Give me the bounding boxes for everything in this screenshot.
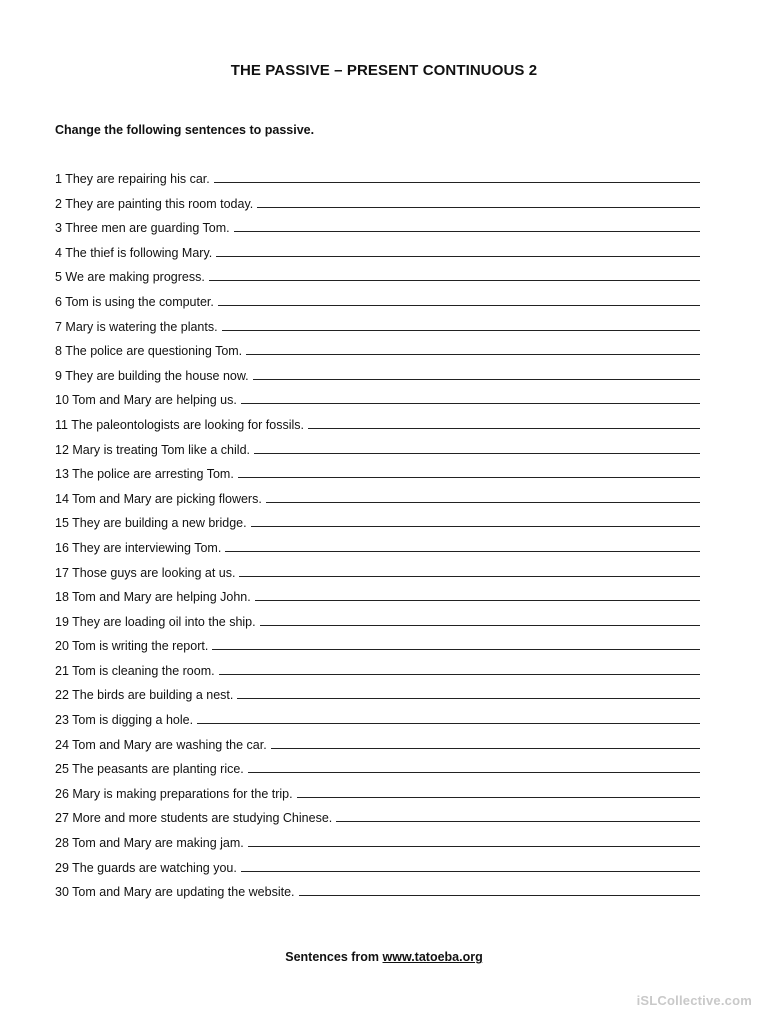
- sentence-item: [55, 738, 705, 763]
- sentence-item: [55, 270, 705, 295]
- answer-blank[interactable]: [238, 467, 700, 478]
- answer-blank[interactable]: [216, 246, 700, 257]
- answer-blank[interactable]: [248, 762, 700, 773]
- sentence-item: [55, 172, 705, 197]
- sentence-text: 6 Tom is using the computer.: [55, 294, 214, 309]
- sentence-text: 16 They are interviewing Tom.: [55, 540, 222, 555]
- answer-blank[interactable]: [266, 492, 700, 503]
- sentence-item: [55, 320, 705, 345]
- answer-blank[interactable]: [225, 541, 700, 552]
- sentence-item: [55, 467, 705, 492]
- sentence-text: 19 They are loading oil into the ship.: [55, 614, 256, 629]
- sentence-item: [55, 664, 705, 689]
- sentence-text: 11 The paleontologists are looking for fossils.: [55, 417, 304, 432]
- answer-blank[interactable]: [241, 861, 700, 872]
- sentence-text: 24 Tom and Mary are washing the car.: [55, 737, 267, 752]
- sentence-item: [55, 811, 705, 836]
- sentence-text: 28 Tom and Mary are making jam.: [55, 836, 244, 851]
- sentence-text: 17 Those guys are looking at us.: [55, 565, 236, 580]
- sentence-item: [55, 861, 705, 886]
- answer-blank[interactable]: [209, 270, 700, 281]
- sentence-text: 29 The guards are watching you.: [55, 860, 237, 875]
- sentence-item: [55, 836, 705, 861]
- instruction-text: Change the following sentences to passive.: [55, 123, 315, 137]
- sentence-text: 15 They are building a new bridge.: [55, 516, 247, 531]
- sentence-text: 10 Tom and Mary are helping us.: [55, 393, 237, 408]
- answer-blank[interactable]: [197, 713, 700, 724]
- answer-blank[interactable]: [218, 295, 700, 306]
- sentence-text: 18 Tom and Mary are helping John.: [55, 590, 251, 605]
- answer-blank[interactable]: [212, 639, 700, 650]
- sentence-text: 25 The peasants are planting rice.: [55, 762, 244, 777]
- sentence-text: 8 The police are questioning Tom.: [55, 344, 243, 359]
- watermark-logo: iSLCollective.com: [636, 993, 752, 1008]
- answer-blank[interactable]: [260, 615, 700, 626]
- sentence-item: [55, 295, 705, 320]
- sentence-item: [55, 566, 705, 591]
- answer-blank[interactable]: [299, 885, 701, 896]
- answer-blank[interactable]: [271, 738, 700, 749]
- answer-blank[interactable]: [251, 516, 700, 527]
- sentence-item: [55, 615, 705, 640]
- sentence-item: [55, 344, 705, 369]
- answer-blank[interactable]: [214, 172, 700, 183]
- sentence-text: 14 Tom and Mary are picking flowers.: [55, 491, 262, 506]
- sentence-text: 20 Tom is writing the report.: [55, 639, 209, 654]
- sentence-item: [55, 443, 705, 468]
- sentence-item: [55, 492, 705, 517]
- sentence-text: 30 Tom and Mary are updating the website.: [55, 885, 295, 900]
- answer-blank[interactable]: [257, 197, 700, 208]
- sentence-item: [55, 590, 705, 615]
- answer-blank[interactable]: [219, 664, 700, 675]
- answer-blank[interactable]: [246, 344, 700, 355]
- sentence-item: [55, 221, 705, 246]
- source-prefix: Sentences from: [285, 950, 383, 964]
- sentence-item: [55, 787, 705, 812]
- sentence-text: 7 Mary is watering the plants.: [55, 319, 218, 334]
- sentence-text: 26 Mary is making preparations for the trip.: [55, 786, 293, 801]
- source-link[interactable]: www.tatoeba.org: [382, 950, 483, 964]
- answer-blank[interactable]: [308, 418, 700, 429]
- sentence-list: [55, 172, 705, 910]
- sentence-text: 2 They are painting this room today.: [55, 196, 254, 211]
- page-title: THE PASSIVE – PRESENT CONTINUOUS 2: [230, 62, 538, 79]
- sentence-text: 9 They are building the house now.: [55, 368, 249, 383]
- sentence-text: 21 Tom is cleaning the room.: [55, 663, 215, 678]
- sentence-text: 13 The police are arresting Tom.: [55, 467, 234, 482]
- sentence-text: 5 We are making progress.: [55, 270, 205, 285]
- sentence-item: [55, 369, 705, 394]
- answer-blank[interactable]: [254, 443, 700, 454]
- sentence-item: [55, 246, 705, 271]
- answer-blank[interactable]: [297, 787, 700, 798]
- answer-blank[interactable]: [255, 590, 700, 601]
- sentence-text: 1 They are repairing his car.: [55, 172, 210, 186]
- sentence-item: [55, 418, 705, 443]
- sentence-item: [55, 762, 705, 787]
- answer-blank[interactable]: [222, 320, 700, 331]
- answer-blank[interactable]: [336, 811, 700, 822]
- sentence-text: 27 More and more students are studying Chinese.: [55, 811, 333, 826]
- answer-blank[interactable]: [241, 393, 700, 404]
- sentence-item: [55, 393, 705, 418]
- answer-blank[interactable]: [248, 836, 700, 847]
- source-credit: [0, 950, 768, 964]
- sentence-text: 12 Mary is treating Tom like a child.: [55, 442, 250, 457]
- sentence-item: [55, 541, 705, 566]
- sentence-item: [55, 885, 705, 910]
- answer-blank[interactable]: [239, 566, 700, 577]
- answer-blank[interactable]: [237, 688, 700, 699]
- sentence-text: 3 Three men are guarding Tom.: [55, 221, 230, 236]
- answer-blank[interactable]: [253, 369, 700, 380]
- sentence-item: [55, 639, 705, 664]
- sentence-text: 23 Tom is digging a hole.: [55, 713, 194, 728]
- sentence-text: 4 The thief is following Mary.: [55, 245, 213, 260]
- sentence-item: [55, 688, 705, 713]
- sentence-text: 22 The birds are building a nest.: [55, 688, 234, 703]
- sentence-item: [55, 713, 705, 738]
- sentence-item: [55, 197, 705, 222]
- answer-blank[interactable]: [234, 221, 700, 232]
- sentence-item: [55, 516, 705, 541]
